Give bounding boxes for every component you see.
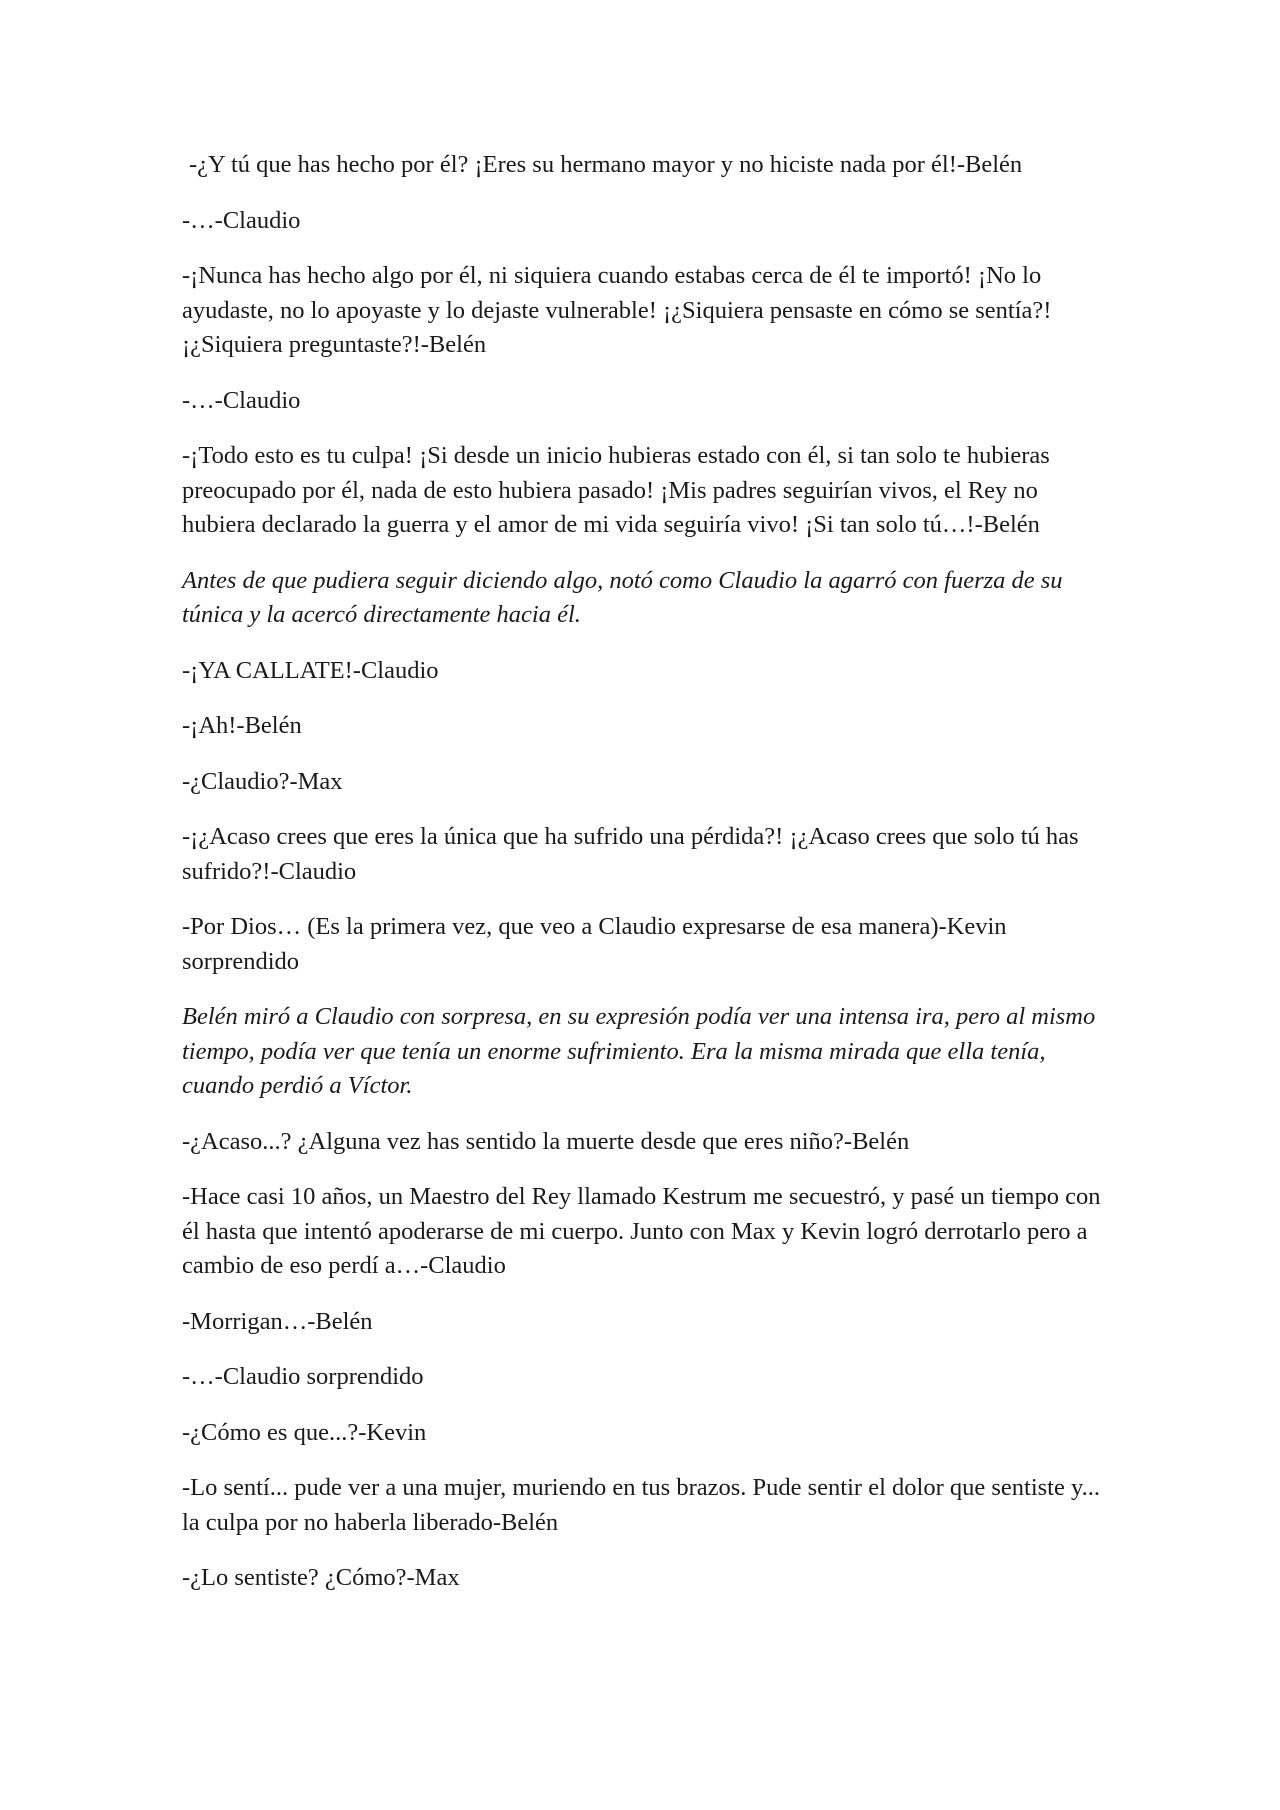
dialogue-line: -¿Lo sentiste? ¿Cómo?-Max — [182, 1564, 460, 1591]
dialogue-line: -…-Claudio sorprendido — [182, 1363, 424, 1390]
dialogue-line: -¡YA CALLATE!-Claudio — [182, 656, 439, 684]
dialogue-line: -Hace casi 10 años, un Maestro del Rey llamado Kestrum me secuestró, y pasé un tiempo con él hasta que intentó apoderarse de mi cuerpo. Junto con Max y Kevin logró derrotarlo pero a cambio de eso perdí a…-Claudio — [182, 1183, 1101, 1279]
dialogue-line: -…-Claudio — [182, 386, 301, 414]
dialogue-line: -¡Ah!-Belén — [182, 712, 302, 739]
dialogue-line: -¿Claudio?-Max — [182, 767, 343, 795]
dialogue-line: -¡Nunca has hecho algo por él, ni siquiera cuando estabas cerca de él te importó! ¡No lo ayudaste, no lo apoyaste y lo dejaste vulnerable! ¡¿Siquiera pensaste en cómo se sentía?! ¡¿Siquiera preguntaste?!-Belén — [182, 262, 1052, 358]
narration-paragraph: Belén miró a Claudio con sorpresa, en su expresión podía ver una intensa ira, pero al mismo tiempo, podía ver que tenía un enorme sufrimiento. Era la misma mirada que ella tenía, cuando perdió a Víctor. — [182, 1003, 1096, 1099]
dialogue-line: -…-Claudio — [182, 206, 301, 234]
dialogue-line: -¡Todo esto es tu culpa! ¡Si desde un inicio hubieras estado con él, si tan solo te hubieras preocupado por él, nada de esto hubiera pasado! ¡Mis padres seguirían vivos, el Rey no hubiera declarado la guerra y el amor de mi vida seguiría vivo! ¡Si tan solo tú…!-Belén — [182, 442, 1050, 538]
document-body — [182, 148, 1102, 1617]
dialogue-line: -Por Dios… (Es la primera vez, que veo a Claudio expresarse de esa manera)-Kevin sorprendido — [182, 913, 1007, 975]
dialogue-line: -¿Y tú que has hecho por él? ¡Eres su hermano mayor y no hiciste nada por él!-Belén — [189, 151, 1023, 178]
dialogue-line: -¡¿Acaso crees que eres la única que ha sufrido una pérdida?! ¡¿Acaso crees que solo tú has sufrido?!-Claudio — [182, 823, 1079, 885]
dialogue-line: -Morrigan…-Belén — [182, 1307, 373, 1335]
dialogue-line: -¿Acaso...? ¿Alguna vez has sentido la muerte desde que eres niño?-Belén — [182, 1127, 910, 1155]
narration-paragraph: Antes de que pudiera seguir diciendo algo, notó como Claudio la agarró con fuerza de su túnica y la acercó directamente hacia él. — [182, 566, 1063, 628]
dialogue-line: -Lo sentí... pude ver a una mujer, muriendo en tus brazos. Pude sentir el dolor que sentiste y... la culpa por no haberla liberado-Belén — [182, 1474, 1100, 1536]
dialogue-line: -¿Cómo es que...?-Kevin — [182, 1418, 427, 1446]
